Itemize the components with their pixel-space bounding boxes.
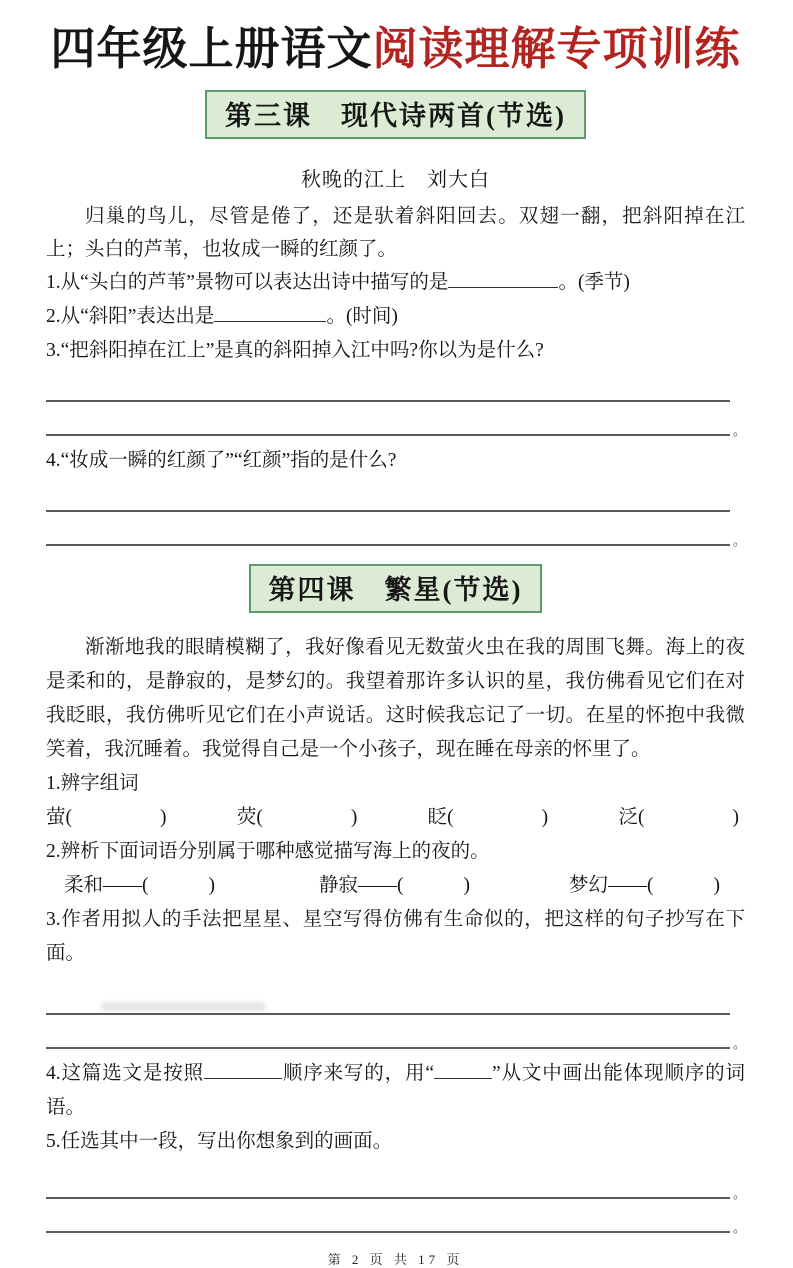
poem-title: 秋晚的江上 刘大白 xyxy=(301,168,490,191)
q1-answer-blank xyxy=(448,268,558,288)
lesson4-question-1: 1.辨字组词 xyxy=(46,772,139,794)
lesson4-header-row xyxy=(46,564,745,613)
feeling-fill-item xyxy=(569,869,720,903)
char-fill-item xyxy=(428,801,549,835)
answer-line xyxy=(46,1199,745,1233)
char-close: ) xyxy=(541,806,549,828)
answer-rule xyxy=(46,1231,730,1233)
lesson4-question-5: 5.任选其中一段，写出你想象到的画面。 xyxy=(46,1130,393,1152)
char-close: ) xyxy=(160,806,167,828)
lesson4-passage: 渐渐地我的眼睛模糊了，我好像看见无数萤火虫在我的周围飞舞。海上的夜是柔和的，是静寂的，是梦幻的。我望着那许多认识的星，我仿佛看见它们在对我眨眼，我仿佛听见它们在小声说话。这时候我忘记了一切。在星的怀抱中我微笑着，我沉睡着。我觉得自己是一个小孩子，现在睡在母亲的怀里了。 xyxy=(46,636,745,760)
q1-text: 1.从“头白的芦苇”景物可以表达出诗中描写的是 xyxy=(46,271,449,293)
line-end-period: 。 xyxy=(733,1185,747,1201)
feeling-close: ) xyxy=(463,874,470,896)
q4-mid: 顺序来写的，用“ xyxy=(282,1062,435,1084)
lesson4-question-2: 2.辨析下面词语分别属于哪种感觉描写海上的夜的。 xyxy=(46,840,490,862)
lesson4-header: 第四课 繁星(节选) xyxy=(249,564,543,613)
lesson4-question-4 xyxy=(46,1057,745,1125)
q1-suffix: 。(季节) xyxy=(558,271,630,293)
faint-watermark-smudge xyxy=(101,1002,266,1011)
feeling-open: 柔和——( xyxy=(64,874,149,896)
lesson3-question-1 xyxy=(46,266,745,300)
q4-answer-blank-2 xyxy=(434,1059,492,1079)
lesson3-question-4: 4.“妆成一瞬的红颜了”“红颜”指的是什么? xyxy=(46,449,397,471)
char-open: 泛( xyxy=(618,806,645,828)
feeling-open: 梦幻——( xyxy=(569,874,654,896)
page-title-black: 四年级上册语文 xyxy=(50,24,373,74)
answer-line xyxy=(46,402,745,436)
character-fill-row xyxy=(46,801,745,835)
answer-rule xyxy=(46,1047,730,1049)
lesson3-question-2 xyxy=(46,300,745,334)
feeling-close: ) xyxy=(713,874,720,896)
char-close: ) xyxy=(350,806,358,828)
char-open: 荧( xyxy=(236,806,263,828)
feeling-fill-item xyxy=(319,869,569,903)
answer-rule xyxy=(46,434,730,436)
char-close: ) xyxy=(732,806,739,828)
line-end-period: 。 xyxy=(733,1035,747,1051)
lesson3-header-row xyxy=(46,90,745,139)
lesson3-passage: 归巢的鸟儿，尽管是倦了，还是驮着斜阳回去。双翅一翻，把斜阳掉在江上；头白的芦苇，也妆成一瞬的红颜了。 xyxy=(46,205,745,260)
feeling-fill-item xyxy=(64,869,319,903)
q4-answer-blank-1 xyxy=(204,1059,282,1079)
char-fill-item xyxy=(237,801,358,835)
page-title-red: 阅读理解专项训练 xyxy=(372,24,741,74)
feeling-close: ) xyxy=(208,874,215,896)
lesson4-question-3: 3.作者用拟人的手法把星星、星空写得仿佛有生命似的，把这样的句子抄写在下面。 xyxy=(46,908,745,964)
answer-line xyxy=(46,1015,745,1049)
feeling-open: 静寂——( xyxy=(319,874,404,896)
answer-line xyxy=(46,981,745,1015)
char-fill-item xyxy=(618,801,739,835)
feeling-fill-row xyxy=(46,869,745,903)
char-fill-item xyxy=(46,801,167,835)
answer-line xyxy=(46,368,745,402)
answer-line xyxy=(46,512,745,546)
q2-answer-blank xyxy=(214,302,326,322)
q2-text: 2.从“斜阳”表达出是 xyxy=(46,305,215,327)
answer-line xyxy=(46,1165,745,1199)
lesson3-question-3: 3.“把斜阳掉在江上”是真的斜阳掉入江中吗?你以为是什么? xyxy=(46,339,544,361)
line-end-period: 。 xyxy=(733,422,747,438)
line-end-period: 。 xyxy=(733,532,747,548)
lesson3-header: 第三课 现代诗两首(节选) xyxy=(205,90,586,139)
char-open: 眨( xyxy=(427,806,454,828)
answer-rule xyxy=(46,544,730,546)
line-end-period: 。 xyxy=(733,1219,747,1235)
page-number: 第 2 页 共 17 页 xyxy=(327,1251,464,1267)
char-open: 萤( xyxy=(46,806,72,828)
q2-suffix: 。(时间) xyxy=(326,305,398,327)
page-title xyxy=(46,24,745,76)
answer-line xyxy=(46,478,745,512)
q4-suffix: ”从文中画出能体现顺序的词语。 xyxy=(46,1062,745,1118)
q4-text: 4.这篇选文是按照 xyxy=(46,1062,204,1084)
